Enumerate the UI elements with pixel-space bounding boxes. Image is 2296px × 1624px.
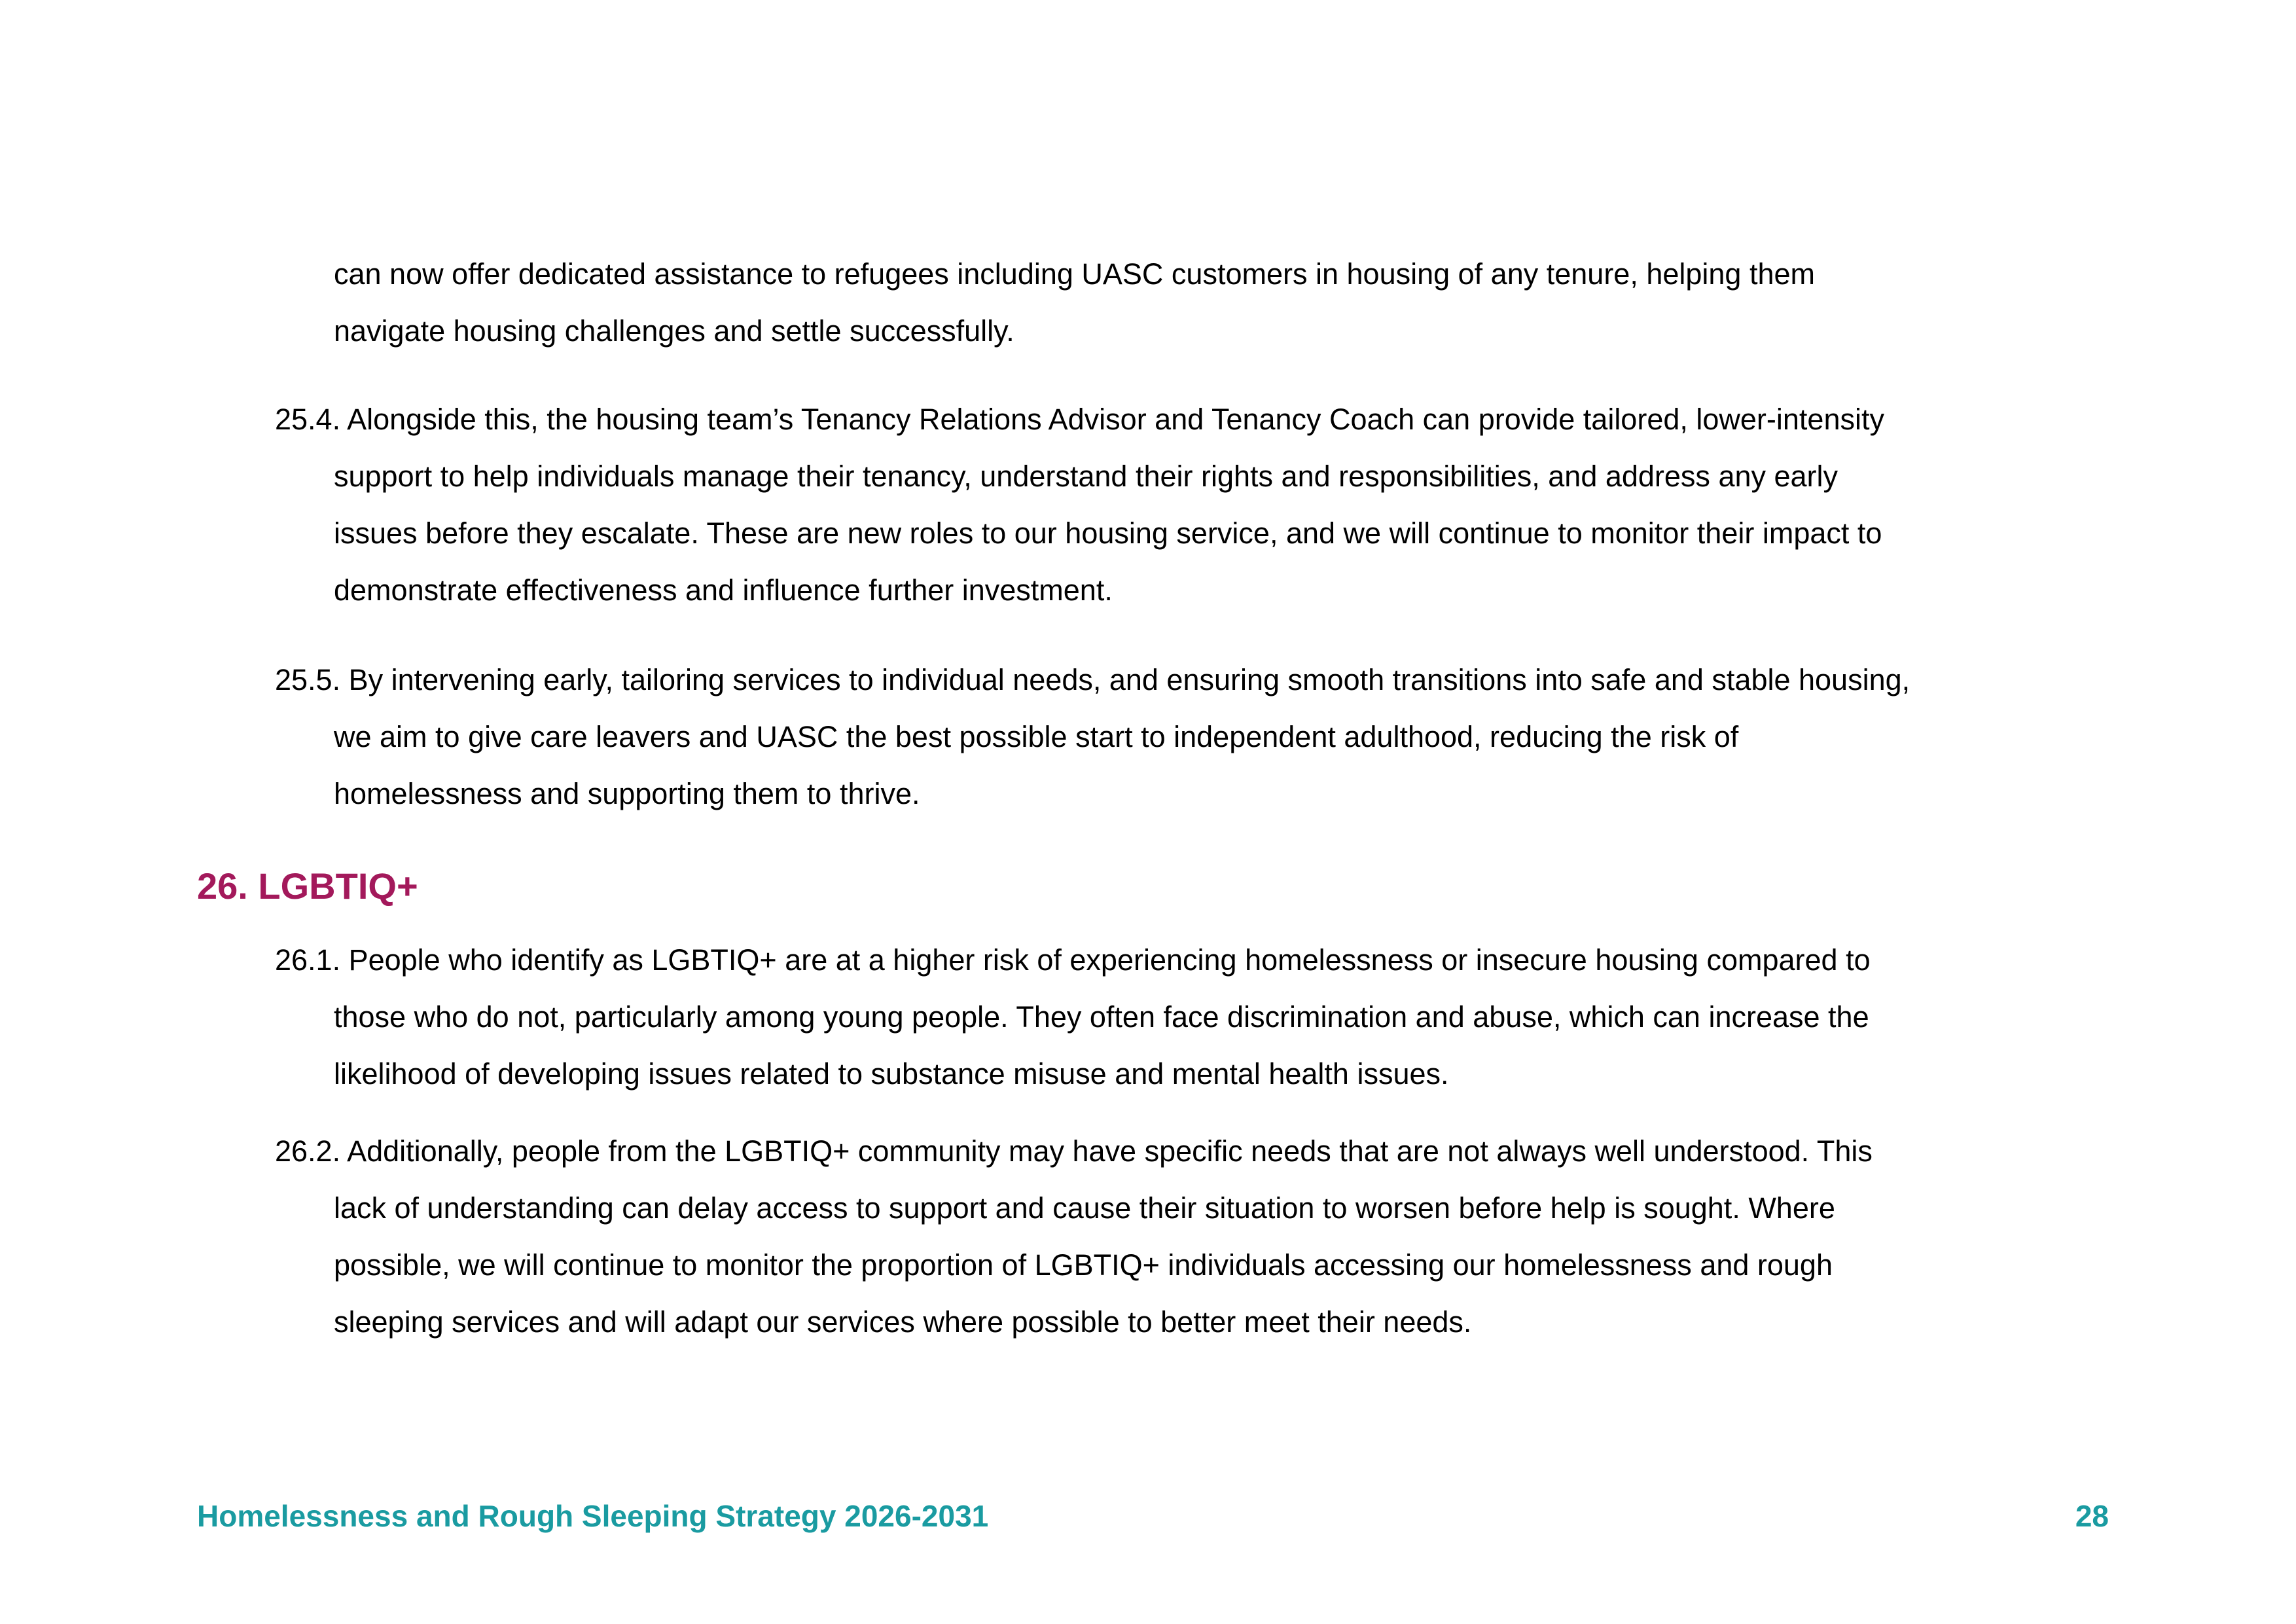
body-text-line: 25.5. By intervening early, tailoring services to individual needs, and ensuring smooth transitions into safe and stable housing, — [275, 663, 1910, 696]
body-text-line: possible, we will continue to monitor the proportion of LGBTIQ+ individuals accessing our homelessness and rough — [334, 1248, 1833, 1282]
body-text-line: sleeping services and will adapt our services where possible to better meet their needs. — [334, 1305, 1472, 1339]
body-text-line: we aim to give care leavers and UASC the best possible start to independent adulthood, reducing the risk of — [334, 720, 1739, 753]
body-text-line: homelessness and supporting them to thrive. — [334, 777, 920, 810]
page-number: 28 — [2075, 1499, 2109, 1533]
paragraph-25-4 — [275, 391, 1884, 619]
body-text-line: those who do not, particularly among young people. They often face discrimination and abuse, which can increase the — [334, 1000, 1869, 1034]
paragraph-26-2 — [275, 1123, 1873, 1350]
body-text-line: 25.4. Alongside this, the housing team’s Tenancy Relations Advisor and Tenancy Coach can provide tailored, lower-intensity — [275, 403, 1884, 436]
section-heading: 26. LGBTIQ+ — [197, 865, 418, 907]
body-text-line: 26.1. People who identify as LGBTIQ+ are at a higher risk of experiencing homelessness or insecure housing compared to — [275, 943, 1871, 977]
body-text-line: demonstrate effectiveness and influence further investment. — [334, 573, 1113, 607]
paragraph-25-3-continuation — [275, 245, 1815, 359]
body-text-line: can now offer dedicated assistance to refugees including UASC customers in housing of any tenure, helping them — [334, 257, 1816, 291]
paragraph-25-5 — [275, 651, 1910, 822]
paragraph-26-1 — [275, 931, 1871, 1102]
body-text-line: navigate housing challenges and settle successfully. — [334, 314, 1014, 348]
body-text-line: issues before they escalate. These are new roles to our housing service, and we will continue to monitor their impact to — [334, 516, 1882, 550]
body-text-line: lack of understanding can delay access to support and cause their situation to worsen before help is sought. Where — [334, 1191, 1835, 1225]
body-text-line: 26.2. Additionally, people from the LGBTIQ+ community may have specific needs that are not always well understood. This — [275, 1134, 1873, 1168]
body-text-line: support to help individuals manage their tenancy, understand their rights and responsibilities, and address any early — [334, 460, 1839, 493]
body-text-line: likelihood of developing issues related to substance misuse and mental health issues. — [334, 1057, 1449, 1091]
footer-document-title: Homelessness and Rough Sleeping Strategy 2026-2031 — [197, 1499, 989, 1533]
